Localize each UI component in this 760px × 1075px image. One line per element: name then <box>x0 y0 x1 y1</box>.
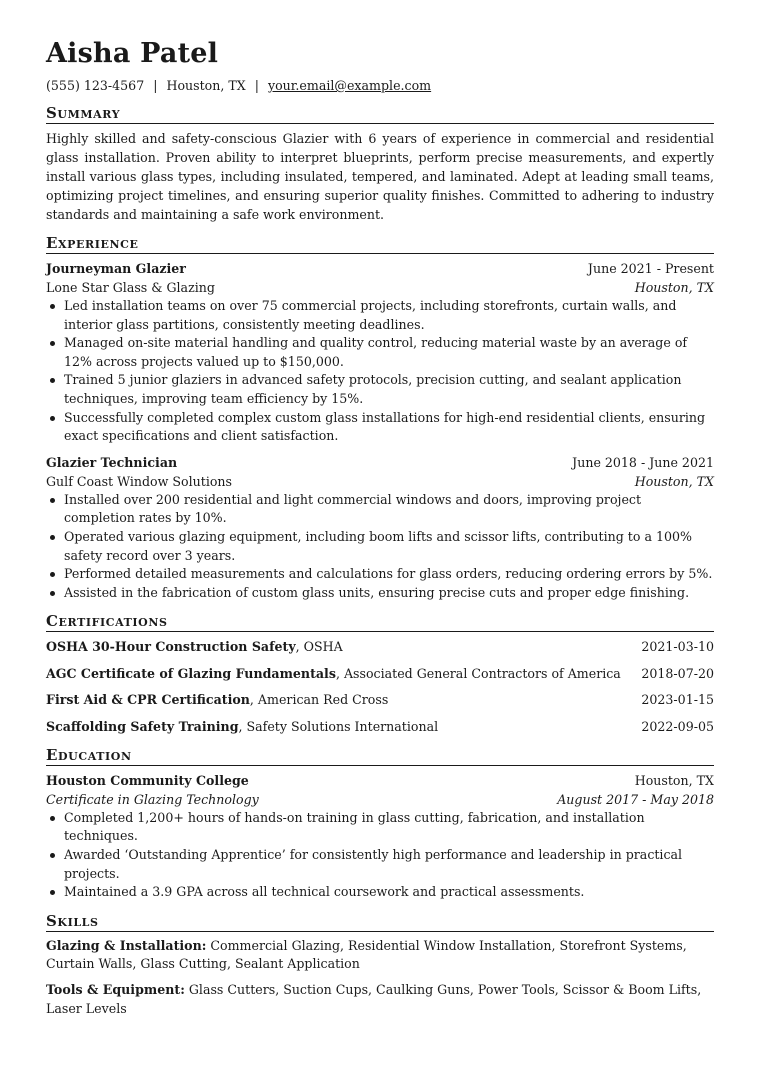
cert-name: OSHA 30-Hour Construction Safety <box>46 639 296 655</box>
bullet-icon <box>50 853 55 858</box>
job-entry <box>46 259 714 446</box>
skill-group <box>46 981 714 1018</box>
job-location: Houston, TX <box>634 280 714 295</box>
bullet-icon <box>50 416 55 421</box>
job-bullets <box>46 491 714 603</box>
list-item <box>46 809 714 846</box>
job-company: Lone Star Glass & Glazing <box>46 280 215 295</box>
cert-name: Scaffolding Safety Training <box>46 718 239 734</box>
section-title-experience: Experience <box>46 234 714 254</box>
separator: | <box>153 78 158 93</box>
cert-date: 2022-09-05 <box>641 718 714 734</box>
certification-row <box>46 690 714 709</box>
location: Houston, TX <box>166 78 246 93</box>
school-location: Houston, TX <box>634 772 714 788</box>
job-location: Houston, TX <box>634 473 714 489</box>
summary-section <box>46 104 714 224</box>
bullet-icon <box>50 572 55 577</box>
bullet-text: Performed detailed measurements and calculations for glass orders, reducing ordering errors by 5%. <box>64 566 713 582</box>
cert-issuer: , Associated General Contractors of America <box>335 665 621 681</box>
certification-row <box>46 664 714 683</box>
cert-name: AGC Certificate of Glazing Fundamentals <box>46 665 336 681</box>
separator: | <box>254 78 259 93</box>
job-role: Glazier Technician <box>46 454 178 470</box>
list-item <box>46 528 714 565</box>
list-item <box>46 409 714 446</box>
email-link[interactable]: your.email@example.com <box>267 78 432 93</box>
education-section <box>46 746 714 902</box>
phone: (555) 123-4567 <box>46 78 145 93</box>
cert-date: 2018-07-20 <box>641 665 714 681</box>
bullet-text: Assisted in the fabrication of custom glass units, ensuring precise cuts and proper edge finishing. <box>64 584 690 600</box>
cert-name: First Aid & CPR Certification <box>46 692 250 708</box>
section-title-education: Education <box>46 746 714 766</box>
skill-items: Glass Cutters, Suction Cups, Caulking Guns, Power Tools, Scissor & Boom Lifts, Laser Levels <box>46 981 702 1016</box>
candidate-name: Aisha Patel <box>46 38 219 69</box>
job-company: Gulf Coast Window Solutions <box>46 473 232 489</box>
education-bullets <box>46 809 714 902</box>
job-dates: June 2018 - June 2021 <box>572 454 714 470</box>
list-item <box>46 371 714 408</box>
list-item <box>46 883 714 902</box>
section-title-certifications: Certifications <box>46 612 714 632</box>
bullet-text: Successfully completed complex custom glass installations for high-end residential clients, ensuring exact specifications and client satisfaction. <box>64 409 706 444</box>
job-bullets <box>46 297 714 446</box>
job-entry <box>46 453 714 603</box>
cert-date: 2021-03-10 <box>641 639 714 655</box>
bullet-icon <box>50 341 55 346</box>
school-name: Houston Community College <box>46 772 249 788</box>
contact-line <box>46 78 714 94</box>
experience-section <box>46 234 714 602</box>
bullet-text: Operated various glazing equipment, including boom lifts and scissor lifts, contributing to a 100% safety record over 3 years. <box>64 528 692 563</box>
skills-section <box>46 912 714 1018</box>
bullet-text: Maintained a 3.9 GPA across all technical coursework and practical assessments. <box>64 884 585 900</box>
bullet-text: Completed 1,200+ hours of hands-on training in glass cutting, fabrication, and installation techniques. <box>64 809 645 844</box>
certification-row <box>46 637 714 656</box>
list-item <box>46 334 714 371</box>
skill-label: Glazing & Installation: <box>46 937 207 953</box>
job-role: Journeyman Glazier <box>46 261 186 276</box>
education-dates: August 2017 - May 2018 <box>557 791 714 807</box>
summary-text: Highly skilled and safety-conscious Glazier with 6 years of experience in commercial and residential glass installation. Proven ability to interpret blueprints, perform precise measurements, and expertly install various glass types, including insulated, tempered, and laminated. Adept at leading small teams, optimizing project timelines, and ensuring superior quality finishes. Committed to adhering to industry standards and maintaining a safe work environment. <box>46 131 714 222</box>
job-dates: June 2021 - Present <box>587 261 714 276</box>
program-name: Certificate in Glazing Technology <box>46 791 259 807</box>
bullet-text: Trained 5 junior glaziers in advanced safety protocols, precision cutting, and sealant application techniques, improving team efficiency by 15%. <box>64 372 682 406</box>
bullet-icon <box>50 498 55 503</box>
bullet-icon <box>50 535 55 540</box>
list-item <box>46 491 714 528</box>
bullet-text: Installed over 200 residential and light commercial windows and doors, improving project completion rates by 10%. <box>64 491 642 526</box>
list-item <box>46 297 714 334</box>
resume-page <box>46 38 714 1025</box>
bullet-text: Led installation teams on over 75 commercial projects, including storefronts, curtain walls, and interior glass partitions, consistently meeting deadlines. <box>64 298 677 332</box>
bullet-icon <box>50 304 55 309</box>
skill-label: Tools & Equipment: <box>46 981 185 997</box>
bullet-icon <box>50 890 55 895</box>
bullet-icon <box>50 378 55 383</box>
section-title-skills: Skills <box>46 912 714 932</box>
bullet-icon <box>50 591 55 596</box>
skill-group <box>46 937 714 974</box>
list-item <box>46 584 714 603</box>
certification-row <box>46 717 714 736</box>
certifications-section <box>46 612 714 736</box>
cert-issuer: , Safety Solutions International <box>238 718 439 734</box>
cert-issuer: , OSHA <box>295 639 343 655</box>
bullet-text: Managed on-site material handling and quality control, reducing material waste by an average of 12% across projects valued up to $150,000. <box>64 335 688 369</box>
list-item <box>46 565 714 584</box>
skill-items: Commercial Glazing, Residential Window Installation, Storefront Systems, Curtain Walls, Glass Cutting, Sealant Application <box>46 937 687 972</box>
cert-issuer: , American Red Cross <box>249 692 389 708</box>
bullet-icon <box>50 816 55 821</box>
cert-date: 2023-01-15 <box>641 692 714 708</box>
bullet-text: Awarded ‘Outstanding Apprentice’ for consistently high performance and leadership in practical projects. <box>64 847 683 881</box>
list-item <box>46 846 714 883</box>
section-title-summary: Summary <box>46 104 714 124</box>
